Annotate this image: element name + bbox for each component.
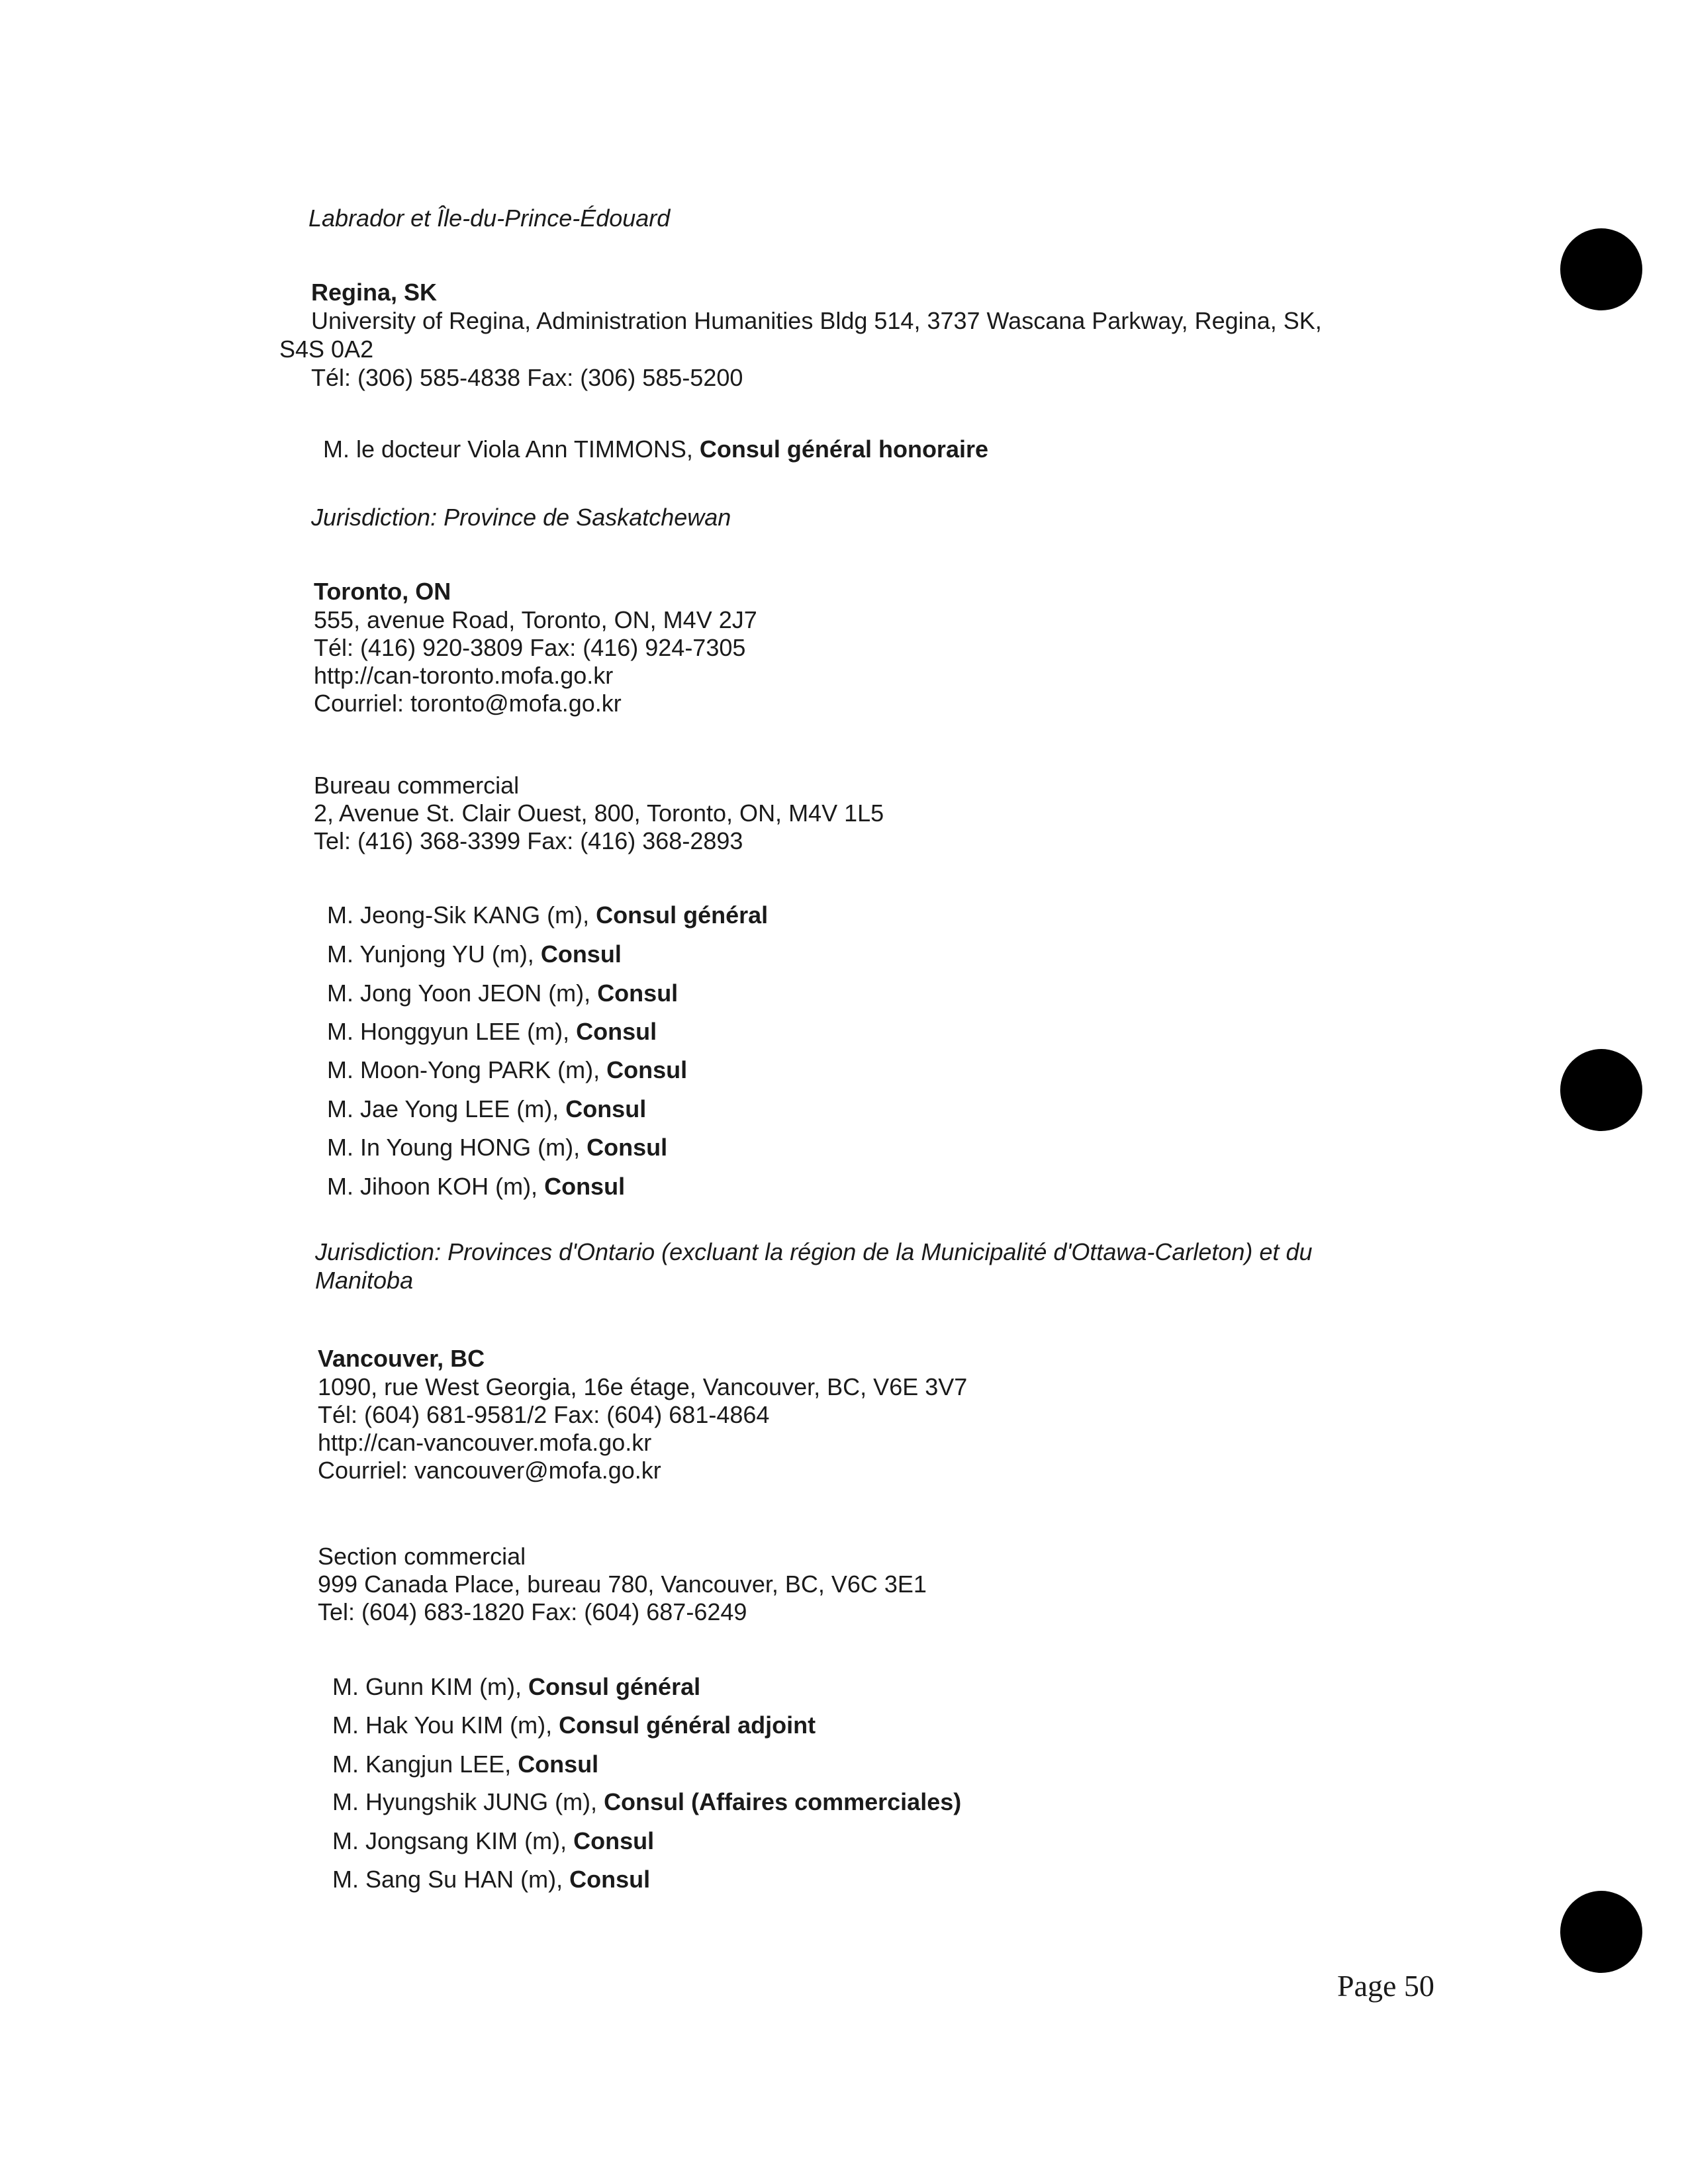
person-name: M. Jong Yoon JEON (m), (327, 979, 591, 1007)
toronto-address: 555, avenue Road, Toronto, ON, M4V 2J7 (314, 606, 757, 633)
toronto-person-row (327, 1172, 625, 1201)
regina-address-line1: University of Regina, Administration Humanities Bldg 514, 3737 Wascana Parkway, Regina, SK, (311, 307, 1322, 334)
vancouver-person-row (332, 1827, 654, 1856)
person-name: M. Jeong-Sik KANG (m), (327, 901, 590, 929)
person-title: Consul (540, 940, 622, 968)
person-name: M. Jae Yong LEE (m), (327, 1095, 559, 1122)
person-name: M. Hak You KIM (m), (332, 1711, 553, 1739)
toronto-person-row (327, 979, 678, 1008)
person-name: M. Yunjong YU (m), (327, 940, 534, 968)
regina-address-line2: S4S 0A2 (279, 336, 374, 363)
vancouver-person-row (332, 1788, 961, 1817)
vancouver-person-row (332, 1711, 816, 1740)
punch-hole-middle (1560, 1049, 1642, 1131)
toronto-person-row (327, 1095, 646, 1124)
person-name: M. Sang Su HAN (m), (332, 1866, 563, 1893)
person-title: Consul (586, 1134, 668, 1161)
vancouver-address: 1090, rue West Georgia, 16e étage, Vancouver, BC, V6E 3V7 (318, 1373, 968, 1400)
person-title: Consul général (596, 901, 769, 929)
punch-hole-bottom (1560, 1891, 1642, 1973)
person-title: Consul (597, 979, 679, 1007)
toronto-person-row (327, 1056, 687, 1085)
vancouver-section-label: Section commercial (318, 1543, 526, 1570)
toronto-bureau-phone-fax: Tel: (416) 368-3399 Fax: (416) 368-2893 (314, 827, 743, 854)
person-title: Consul (544, 1173, 626, 1200)
top-note: Labrador et Île-du-Prince-Édouard (308, 205, 671, 232)
toronto-bureau-label: Bureau commercial (314, 772, 520, 799)
vancouver-section-address: 999 Canada Place, bureau 780, Vancouver, BC, V6C 3E1 (318, 1570, 927, 1598)
toronto-person-row (327, 940, 622, 969)
person-title: Consul (606, 1056, 688, 1083)
person-title: Consul (Affaires commerciales) (604, 1788, 962, 1815)
toronto-person-row (327, 901, 768, 930)
vancouver-phone-fax: Tél: (604) 681-9581/2 Fax: (604) 681-4864 (318, 1401, 770, 1428)
punch-hole-top (1560, 228, 1642, 310)
vancouver-section-phone-fax: Tel: (604) 683-1820 Fax: (604) 687-6249 (318, 1598, 747, 1625)
vancouver-person-row (332, 1672, 700, 1702)
toronto-city-heading: Toronto, ON (314, 578, 451, 605)
regina-person-name: M. le docteur Viola Ann TIMMONS, (323, 435, 693, 463)
regina-phone-fax: Tél: (306) 585-4838 Fax: (306) 585-5200 (311, 364, 743, 391)
regina-person (323, 435, 988, 464)
toronto-bureau-address: 2, Avenue St. Clair Ouest, 800, Toronto, ON, M4V 1L5 (314, 799, 884, 827)
person-name: M. Kangjun LEE, (332, 1751, 512, 1778)
toronto-person-row (327, 1133, 667, 1162)
person-title: Consul (565, 1095, 647, 1122)
toronto-jurisdiction-line1: Jurisdiction: Provinces d'Ontario (excluant la région de la Municipalité d'Ottawa-Carleton) et du (315, 1238, 1313, 1265)
toronto-phone-fax: Tél: (416) 920-3809 Fax: (416) 924-7305 (314, 634, 746, 661)
person-title: Consul (518, 1751, 599, 1778)
toronto-website: http://can-toronto.mofa.go.kr (314, 662, 614, 689)
person-name: M. Jongsang KIM (m), (332, 1827, 567, 1854)
person-name: M. Moon-Yong PARK (m), (327, 1056, 600, 1083)
toronto-person-row (327, 1017, 657, 1046)
vancouver-website: http://can-vancouver.mofa.go.kr (318, 1429, 652, 1456)
page-number: Page 50 (1337, 1969, 1434, 2003)
vancouver-email: Courriel: vancouver@mofa.go.kr (318, 1457, 661, 1484)
regina-person-title: Consul général honoraire (699, 435, 988, 463)
person-name: M. In Young HONG (m), (327, 1134, 581, 1161)
regina-city-heading: Regina, SK (311, 279, 438, 306)
person-title: Consul (576, 1018, 657, 1045)
regina-jurisdiction: Jurisdiction: Province de Saskatchewan (311, 504, 731, 531)
person-title: Consul (569, 1866, 651, 1893)
person-name: M. Gunn KIM (m), (332, 1673, 522, 1700)
person-name: M. Jihoon KOH (m), (327, 1173, 538, 1200)
toronto-jurisdiction-line2: Manitoba (315, 1267, 414, 1294)
vancouver-person-row (332, 1750, 598, 1779)
vancouver-person-row (332, 1865, 650, 1894)
person-title: Consul (573, 1827, 655, 1854)
person-title: Consul général adjoint (559, 1711, 816, 1739)
toronto-email: Courriel: toronto@mofa.go.kr (314, 690, 622, 717)
person-title: Consul général (528, 1673, 701, 1700)
vancouver-city-heading: Vancouver, BC (318, 1345, 485, 1372)
person-name: M. Honggyun LEE (m), (327, 1018, 570, 1045)
person-name: M. Hyungshik JUNG (m), (332, 1788, 598, 1815)
